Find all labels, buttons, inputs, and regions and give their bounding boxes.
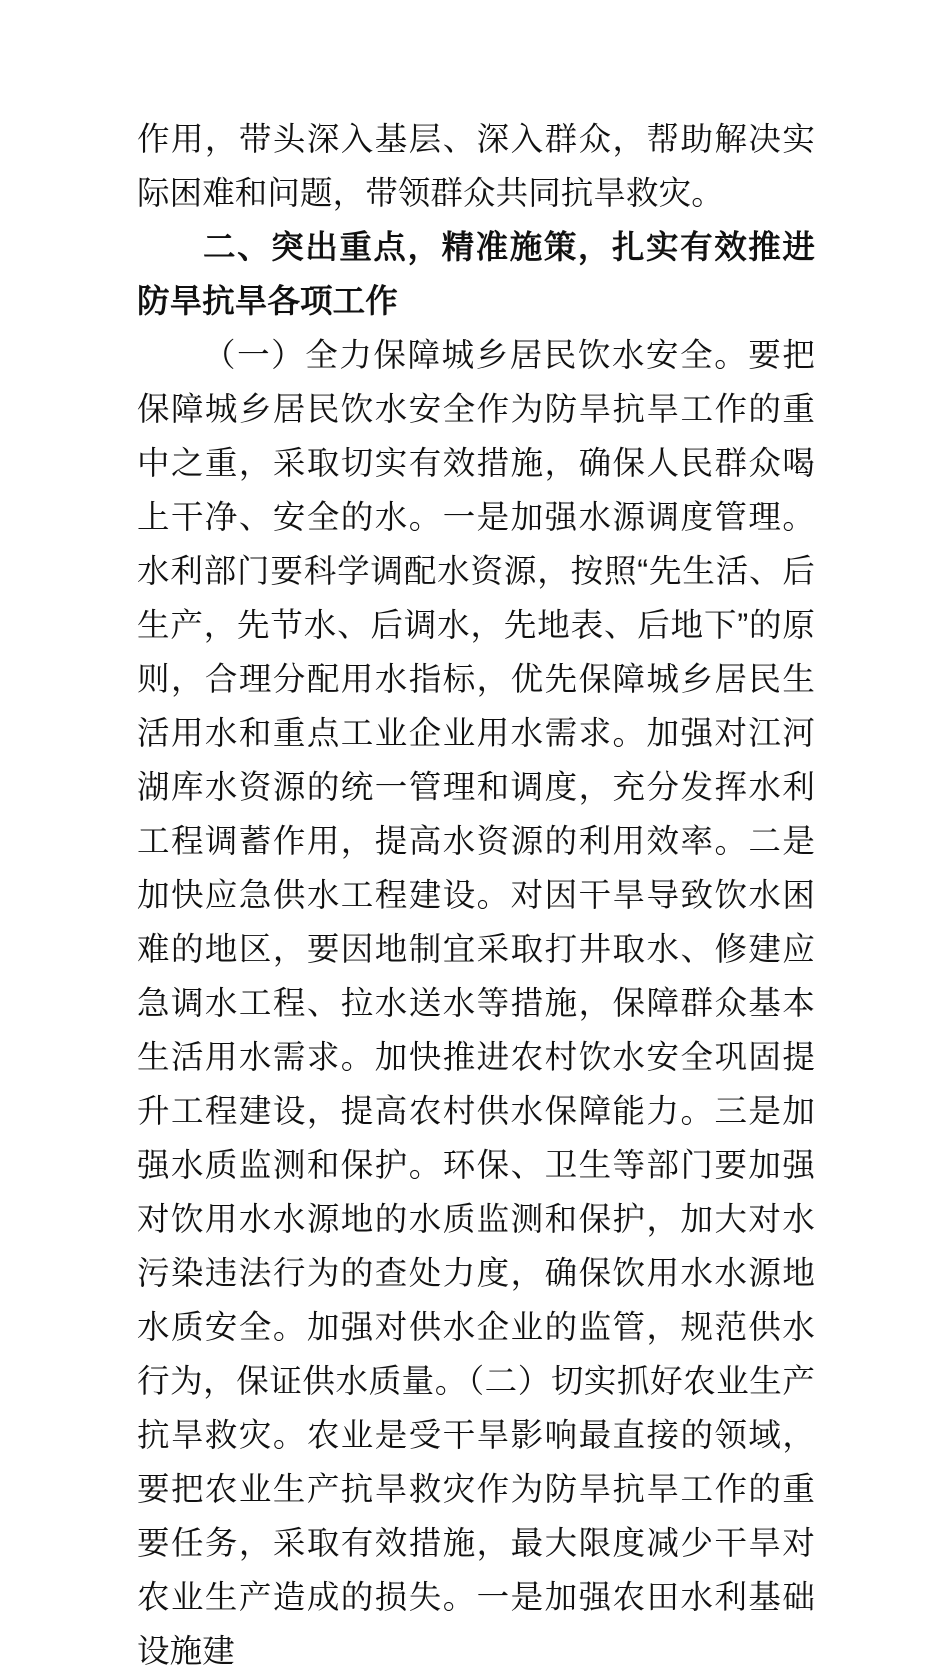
section-heading-two: 二、突出重点，精准施策，扎实有效推进防旱抗旱各项工作 <box>137 229 815 319</box>
document-text-body <box>137 112 815 1678</box>
paragraph-continuation: 作用，带头深入基层、深入群众，帮助解决实际困难和问题，带领群众共同抗旱救灾。 <box>137 121 815 211</box>
paragraph-subsection-one: （一）全力保障城乡居民饮水安全。要把保障城乡居民饮水安全作为防旱抗旱工作的重中之重，采取切实有效措施，确保人民群众喝上干净、安全的水。一是加强水源调度管理。水利部门要科学调配水资源，按照“先生活、后生产，先节水、后调水，先地表、后地下”的原则，合理分配用水指标，优先保障城乡居民生活用水和重点工业企业用水需求。加强对江河湖库水资源的统一管理和调度，充分发挥水利工程调蓄作用，提高水资源的利用效率。二是加快应急供水工程建设。对因干旱导致饮水困难的地区，要因地制宜采取打井取水、修建应急调水工程、拉水送水等措施，保障群众基本生活用水需求。加快推进农村饮水安全巩固提升工程建设，提高农村供水保障能力。三是加强水质监测和保护。环保、卫生等部门要加强对饮用水水源地的水质监测和保护，加大对水污染违法行为的查处力度，确保饮用水水源地水质安全。加强对供水企业的监管，规范供水行为，保证供水质量。（二）切实抓好农业生产抗旱救灾。农业是受干旱影响最直接的领域，要把农业生产抗旱救灾作为防旱抗旱工作的重要任务，采取有效措施，最大限度减少干旱对农业生产造成的损失。一是加强农田水利基础设施建 <box>137 337 815 1669</box>
